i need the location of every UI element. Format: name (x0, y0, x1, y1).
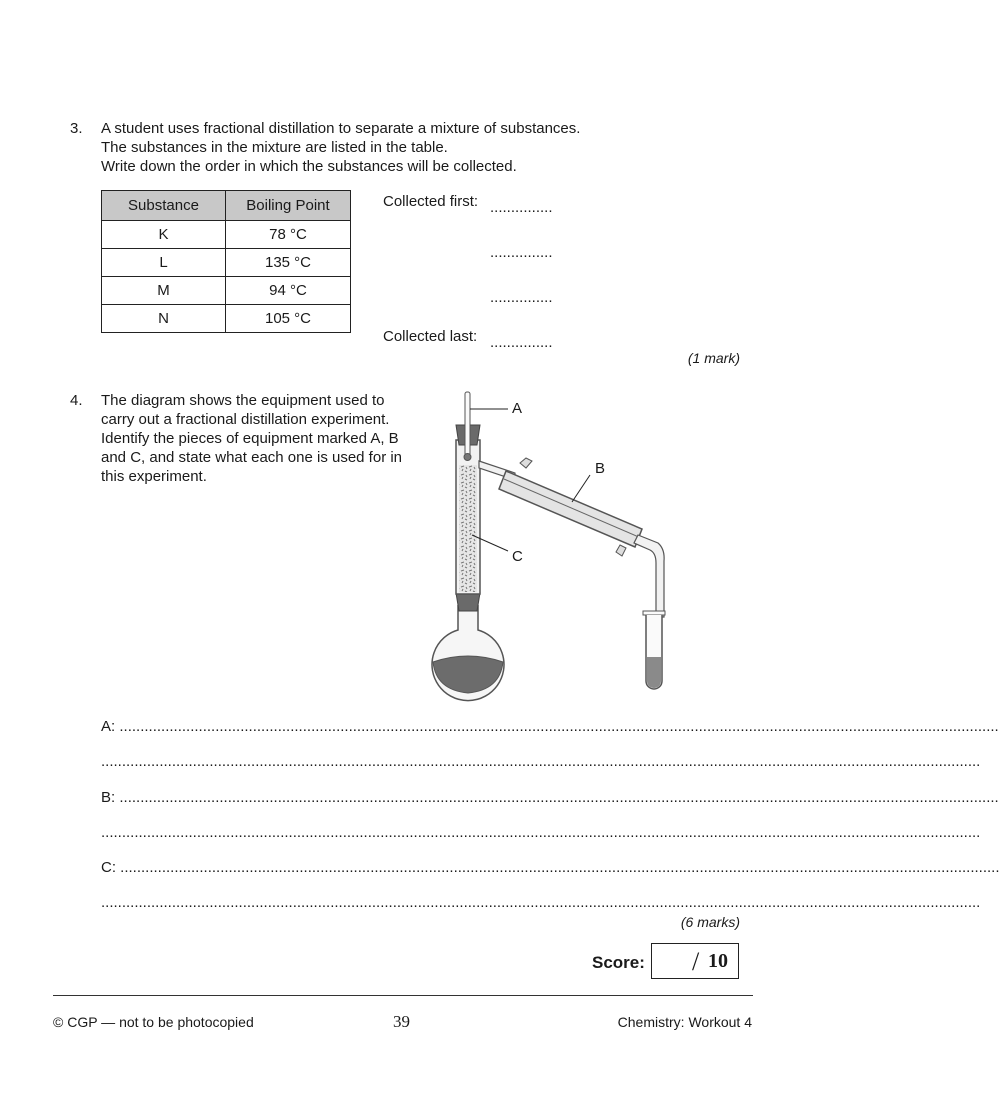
collecting-test-tube (643, 611, 665, 689)
marks-label: (6 marks) (680, 914, 740, 930)
answer-dots: ................................................................................................................................................................................................................... (119, 718, 999, 735)
table-cell: 94 °C (226, 277, 351, 305)
table-row (102, 277, 351, 305)
question-text-line: The substances in the mixture are listed in the table. (101, 139, 448, 156)
answer-dots: ................................................................................................................................................................................................................... (119, 789, 999, 806)
answer-line-c[interactable] (101, 859, 1000, 876)
page-number: 39 (393, 1012, 410, 1031)
book-title: Chemistry: Workout 4 (617, 1014, 752, 1030)
answer-prefix: C: (101, 859, 116, 876)
table-cell: 135 °C (226, 249, 351, 277)
label-b-leader (572, 475, 590, 502)
question-text-line: The diagram shows the equipment used to (101, 392, 385, 409)
boiling-point-table (101, 190, 351, 333)
answer-dots: ................................................................................................................................................................................................................... (101, 894, 981, 911)
fractional-distillation-diagram (420, 385, 690, 700)
table-cell: 78 °C (226, 221, 351, 249)
table-cell: 105 °C (226, 305, 351, 333)
collected-last-label: Collected last: (383, 328, 478, 345)
footer-divider (53, 995, 753, 996)
question-text-line: this experiment. (101, 468, 207, 485)
answer-blank[interactable]: ............... (490, 289, 553, 306)
table-cell: N (102, 305, 226, 333)
answer-line-b[interactable] (101, 789, 999, 806)
table-row (102, 305, 351, 333)
question-text-line: carry out a fractional distillation experiment. (101, 411, 390, 428)
answer-line[interactable] (101, 894, 981, 911)
table-header-row (102, 191, 351, 221)
answer-dots: ................................................................................................................................................................................................................... (120, 859, 1000, 876)
table-cell: M (102, 277, 226, 305)
answer-blank[interactable]: ............... (490, 199, 553, 216)
question-number: 3. (70, 120, 83, 137)
score-box[interactable] (651, 943, 739, 979)
question-number: 4. (70, 392, 83, 409)
answer-line[interactable] (101, 824, 981, 841)
answer-blank[interactable]: ............... (490, 244, 553, 261)
diagram-label-c: C (512, 548, 523, 565)
question-text-line: Write down the order in which the substances will be collected. (101, 158, 517, 175)
answer-line[interactable] (101, 753, 981, 770)
answer-dots: ................................................................................................................................................................................................................... (101, 753, 981, 770)
table-cell: K (102, 221, 226, 249)
score-total: 10 (708, 950, 728, 972)
table-row (102, 221, 351, 249)
question-text-line: and C, and state what each one is used for in (101, 449, 403, 466)
score-slash: / (692, 947, 700, 976)
round-bottom-flask (432, 605, 504, 701)
answer-blank[interactable]: ............... (490, 334, 553, 351)
flask-stopper (456, 593, 480, 611)
answer-prefix: A: (101, 718, 116, 735)
liebig-condenser (499, 458, 664, 617)
diagram-label-b: B (595, 460, 606, 477)
table-cell: L (102, 249, 226, 277)
fractionating-column (456, 440, 480, 594)
answer-prefix: B: (101, 789, 116, 806)
question-text-line: A student uses fractional distillation to separate a mixture of substances. (101, 120, 581, 137)
marks-label: (1 mark) (687, 350, 740, 366)
column-header: Substance (102, 191, 226, 221)
column-header: Boiling Point (226, 191, 351, 221)
score-label: Score: (592, 953, 645, 972)
collected-first-label: Collected first: (383, 193, 479, 210)
table-row (102, 249, 351, 277)
thermometer (464, 392, 471, 461)
copyright-notice: © CGP — not to be photocopied (53, 1014, 254, 1030)
question-text-line: Identify the pieces of equipment marked A, B (101, 430, 399, 447)
answer-dots: ................................................................................................................................................................................................................... (101, 824, 981, 841)
answer-line-a[interactable] (101, 718, 999, 735)
diagram-label-a: A (512, 400, 523, 417)
